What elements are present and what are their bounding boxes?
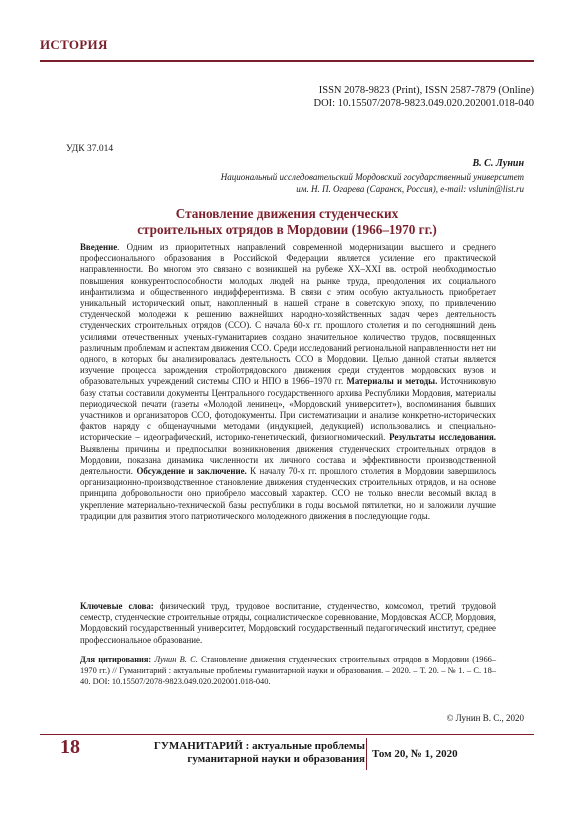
results-label: Результаты исследования. <box>389 432 496 443</box>
affiliation <box>104 171 524 195</box>
footer-rule <box>40 734 534 735</box>
citation-text: Становление движения студенческих строительных отрядов в Мордовии (1966–1970 гг.) // Гуманитарий : актуальные проблемы гуманитарной науки и образования. – 2020. – Т. 20. – № 1. – С. 18–40. DOI: 10.15507/2078-9823.049.020.202001.018-040. <box>80 655 497 686</box>
issn-block <box>314 84 535 110</box>
article-title <box>60 206 514 238</box>
intro-text: . Одним из приоритетных направлений современной модернизации высшего и среднего профессионального образования в Российской Федерации является усиление его практической направленности. Во многом это связано с возникшей на рубеже XX–XXI вв. острой необходимостью повышения конкурентоспособности молодых людей на рынке труда, преодоления их социального инфантилизма и общественного индифферентизма. В связи с этим особую актуальность приобретает уникальный исторический опыт, накопленный в нашей стране в советскую эпоху, по привлечению студенческой молодежи к решению важнейших народно-хозяйственных задач через деятельность студенческих строительных отрядов (ССО). С начала 60-х гг. прошлого столетия и по сегодняшний день усилиями отечественных ученых-гуманитариев создано значительное количество трудов, посвященных различным проблемам и аспектам движения ССО. Среди исследований региональной направленности нет ни одного, в которых бы анализировалась деятельность ССО в Мордовии. Целью данной статьи является изучение процесса зарождения стройотрядовского движения среди студентов мордовских вузов и образовательных учреждений системы СПО и НПО в 1966–1970 гг. <box>80 242 496 387</box>
keywords <box>80 601 496 646</box>
methods-text: Источниковую базу статьи составили документы Центрального государственного архива Республики Мордовия, материалы периодической печати (газеты «Молодой ленинец», «Мордовский университет»), воспоминания бывших участников и организаторов ССО, фотодокументы. При систематизации и анализе конкретно-исторических фактов наряду с общенаучными методами (индукцией, дедукцией) использовались и специально-исторические – идеографический, историко-генетический, физиогномический. <box>80 376 496 443</box>
udk-code: УДК 37.014 <box>66 144 114 154</box>
journal-line-2: гуманитарной науки и образования <box>187 753 365 765</box>
methods-label: Материалы и методы. <box>346 376 438 387</box>
abstract <box>80 242 496 522</box>
volume-info: Том 20, № 1, 2020 <box>372 748 458 760</box>
keywords-text: физический труд, трудовое воспитание, студенчество, комсомол, третий трудовой семестр, студенческие строительные отряды, социалистическое соревнование, Мордовская АССР, Мордовия, Мордовский государственный университет, Мордовский государственный педагогический институт, среднее профессиональное образование. <box>80 601 496 645</box>
affiliation-line-2: им. Н. П. Огарева (Саранск, Россия), e-mail: vslunin@list.ru <box>296 184 524 194</box>
citation <box>80 655 496 687</box>
discussion-text: К началу 70-х гг. прошлого столетия в Мордовии завершилось организационно-производственное становление движения студенческих строительных отрядов, и на основе принципа добровольности оно приобрело массовый характер. ССО не только внесли весомый вклад в укрепление материально-технической базы республики в годы восьмой пятилетки, но и заложили лучшие традиции для развития этого патриотического молодежного движения в последующие годы. <box>80 466 496 521</box>
footer-divider <box>366 738 367 770</box>
title-line-1: Становление движения студенческих <box>175 206 399 221</box>
running-header <box>40 36 534 54</box>
results-text: Выявлены причины и предпосылки возникновения движения студенческих строительных отрядов в Мордовии, показана динамика численности их личного состава и эффективности производственной деятельности. <box>80 443 496 477</box>
citation-author: Лунин В. С. <box>151 655 198 664</box>
author-name: В. С. Лунин <box>472 158 524 169</box>
header-rule <box>40 60 534 62</box>
discussion-label: Обсуждение и заключение. <box>136 466 247 477</box>
keywords-label: Ключевые слова: <box>80 601 154 611</box>
doi-line[interactable]: DOI: 10.15507/2078-9823.049.020.202001.018-040 <box>313 98 534 109</box>
title-line-2: строительных отрядов в Мордовии (1966–1970 гг.) <box>137 222 437 237</box>
citation-label: Для цитирования: <box>80 655 152 664</box>
journal-line-1: ГУМАНИТАРИЙ : актуальные проблемы <box>153 740 365 752</box>
section-label: ИСТОРИЯ <box>40 37 108 52</box>
affiliation-line-1: Национальный исследовательский Мордовский государственный университет <box>220 172 524 182</box>
copyright: © Лунин В. С., 2020 <box>446 713 524 723</box>
journal-name <box>130 740 365 766</box>
intro-label: Введение <box>80 242 118 252</box>
page-number: 18 <box>60 736 80 758</box>
issn-line: ISSN 2078-9823 (Print), ISSN 2587-7879 (Online) <box>318 85 534 96</box>
